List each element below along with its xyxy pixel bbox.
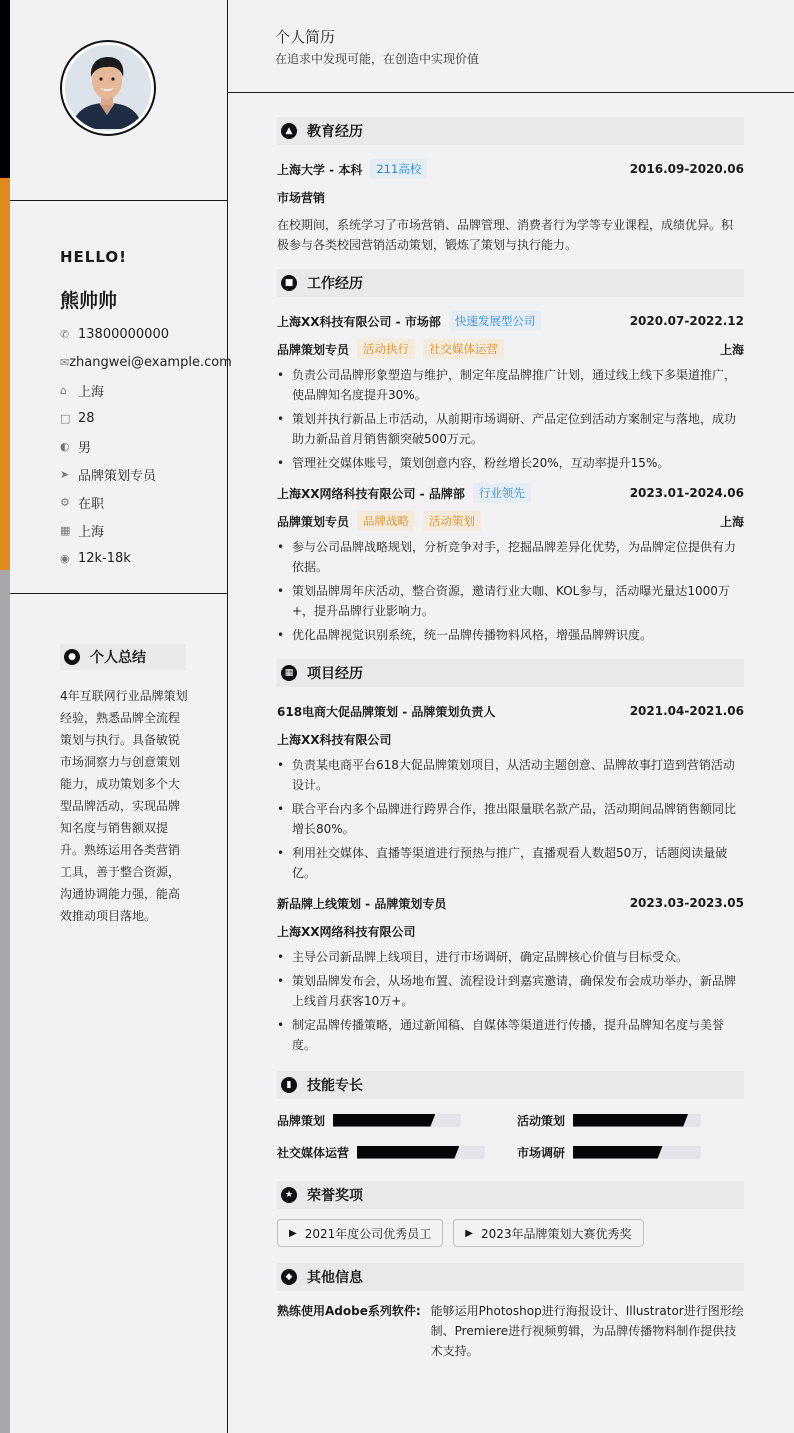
phone-icon: ✆ (60, 327, 70, 341)
work-bullets (277, 537, 744, 645)
accent-strip-middle (0, 178, 10, 570)
info-text: 上海 (78, 524, 105, 540)
user-icon: ● (64, 649, 80, 665)
divider (10, 200, 228, 201)
major-row (277, 183, 744, 211)
skill-bar (573, 1114, 701, 1127)
bullet-item: • 联合平台内多个品牌进行跨界合作，推出限量联名款产品，活动期间品牌销售额同比增长80%。 (277, 799, 744, 839)
skill-name: 活动策划 (517, 1113, 566, 1128)
bullet-item: • 制定品牌传播策略，通过新闻稿、自媒体等渠道进行传播，提升品牌知名度与美誉度。 (277, 1015, 744, 1055)
skill-bar (573, 1146, 701, 1159)
education-row (277, 155, 744, 183)
bullet-item: • 策划品牌周年庆活动，整合资源，邀请行业大咖、KOL参与，活动曝光量达1000万+，提升品牌行业影响力。 (277, 581, 744, 621)
info-text: 28 (78, 410, 95, 426)
info-text: 男 (78, 440, 92, 456)
info-status (60, 488, 225, 516)
skills-grid (277, 1109, 744, 1163)
project-name-row (277, 889, 744, 917)
skill-item (517, 1109, 744, 1131)
skill-name: 市场调研 (517, 1145, 566, 1160)
accent-strip-top (0, 0, 10, 178)
person-name: 熊帅帅 (60, 290, 118, 312)
trophy-icon: ★ (281, 1187, 297, 1203)
section-heading (277, 269, 744, 297)
main-content (277, 117, 744, 1361)
project-date: 2021.04-2021.06 (629, 704, 744, 718)
summary-title: 个人总结 (90, 650, 146, 666)
section-heading (277, 659, 744, 687)
status-icon: ⚙ (60, 495, 70, 509)
info-location (60, 376, 225, 404)
page-header (228, 0, 794, 93)
summary-text: 4年互联网行业品牌策划经验，熟悉品牌全流程策划与执行。具备敏锐市场洞察力与创意策划能力，成功策划多个大型品牌活动，实现品牌知名度与销售额双提升。熟练运用各类营销工具，善于整合资源，沟通协调能力强，能高效推动项目落地。 (60, 689, 188, 923)
major: 市场营销 (277, 190, 326, 205)
graduation-cap-icon: ▲ (281, 123, 297, 139)
section-title: 工作经历 (307, 276, 363, 292)
education-section (277, 117, 744, 255)
work-item (277, 479, 744, 645)
bullet-item: • 利用社交媒体、直播等渠道进行预热与推广，直播观看人数超50万，话题阅读量破亿。 (277, 843, 744, 883)
role-tag: 社交媒体运营 (423, 339, 504, 359)
summary-heading (60, 644, 186, 670)
bullet-item: • 负责某电商平台618大促品牌策划项目，从活动主题创意、品牌故事打造到营销活动设计。 (277, 755, 744, 795)
info-age (60, 404, 225, 432)
bullet-item: • 管理社交媒体账号，策划创意内容，粉丝增长20%，互动率提升15%。 (277, 453, 744, 473)
company-tag: 行业领先 (473, 483, 531, 503)
hello-heading: HELLO! (60, 248, 127, 266)
work-role-row (277, 507, 744, 535)
section-title: 技能专长 (307, 1078, 363, 1094)
skill-bar (357, 1146, 485, 1159)
work-item (277, 307, 744, 473)
skill-item (277, 1109, 517, 1131)
project-item (277, 889, 744, 1055)
skill-bar-fill (573, 1146, 663, 1159)
award-chip[interactable] (453, 1219, 643, 1247)
bullet-item: • 负责公司品牌形象塑造与维护，制定年度品牌推广计划，通过线上线下多渠道推广，使品牌知名度提升30%。 (277, 365, 744, 405)
work-company-row (277, 307, 744, 335)
skill-bar (333, 1114, 461, 1127)
skill-item (517, 1141, 744, 1163)
bar-chart-icon: ▮ (281, 1077, 297, 1093)
role-tag: 品牌战略 (357, 511, 415, 531)
company-tag: 快速发展型公司 (449, 311, 542, 331)
contact-info-list (60, 320, 232, 572)
info-text: 品牌策划专员 (78, 468, 157, 484)
section-title: 其他信息 (307, 1270, 363, 1286)
work-date: 2023.01-2024.06 (629, 486, 744, 500)
briefcase-icon: ■ (281, 275, 297, 291)
role-tag: 活动执行 (357, 339, 415, 359)
bullet-item: • 策划并执行新品上市活动，从前期市场调研、产品定位到活动方案制定与落地，成功助力新品首月销售额突破500万元。 (277, 409, 744, 449)
bullet-item: • 优化品牌视觉识别系统，统一品牌传播物料风格，增强品牌辨识度。 (277, 625, 744, 645)
gender-icon: ◐ (60, 439, 70, 453)
company-name: 上海XX科技有限公司 - 市场部 (277, 314, 441, 329)
section-title: 项目经历 (307, 666, 363, 682)
work-section (277, 269, 744, 645)
divider (10, 593, 228, 594)
info-text: 12k-18k (78, 550, 131, 566)
project-company-row (277, 725, 744, 753)
work-city: 上海 (719, 514, 744, 529)
skill-name: 品牌策划 (277, 1113, 326, 1128)
sidebar (10, 0, 232, 1433)
project-date: 2023.03-2023.05 (629, 896, 744, 910)
skill-bar-fill (357, 1146, 459, 1159)
education-description: 在校期间，系统学习了市场营销、品牌管理、消费者行为学等专业课程，成绩优异。积极参与各类校园营销活动策划，锻炼了策划与执行能力。 (277, 218, 734, 252)
info-salary (60, 544, 225, 572)
info-text: 13800000000 (78, 326, 169, 342)
work-role-row (277, 335, 744, 363)
job-role: 品牌策划专员 (277, 342, 350, 357)
mail-icon: ✉ (60, 355, 70, 369)
awards-section (277, 1181, 744, 1247)
accent-strip-bottom (0, 570, 10, 1433)
project-bullets (277, 755, 744, 883)
section-title: 荣誉奖项 (307, 1188, 363, 1204)
project-item (277, 697, 744, 883)
section-heading (277, 1071, 744, 1099)
section-title: 教育经历 (307, 124, 363, 140)
info-gender (60, 432, 225, 460)
school-tag: 211高校 (370, 159, 427, 179)
project-name-row (277, 697, 744, 725)
award-label: 2023年品牌策划大赛优秀奖 (480, 1226, 632, 1241)
skills-section (277, 1071, 744, 1163)
education-date: 2016.09-2020.06 (629, 162, 744, 176)
project-name: 新品牌上线策划 - 品牌策划专员 (277, 896, 447, 911)
building-icon: ▦ (60, 523, 71, 537)
projects-section (277, 659, 744, 1055)
bullet-item: • 主导公司新品牌上线项目，进行市场调研，确定品牌核心价值与目标受众。 (277, 947, 744, 967)
work-bullets (277, 365, 744, 473)
info-phone (60, 320, 225, 348)
other-section (277, 1263, 744, 1361)
home-icon: ⌂ (60, 383, 67, 397)
project-bullets (277, 947, 744, 1055)
section-heading (277, 117, 744, 145)
skill-bar-fill (333, 1114, 435, 1127)
page-title: 个人简历 (275, 28, 336, 46)
info-work-city (60, 516, 225, 544)
info-text: 上海 (78, 384, 105, 400)
section-heading (277, 1263, 744, 1291)
play-icon: ▶ (289, 1227, 297, 1239)
info-text: 在职 (78, 496, 105, 512)
work-date: 2020.07-2022.12 (629, 314, 744, 328)
grid-icon: ▦ (281, 665, 297, 681)
project-company-row (277, 917, 744, 945)
info-position (60, 460, 225, 488)
award-chip[interactable] (277, 1219, 443, 1247)
job-role: 品牌策划专员 (277, 514, 350, 529)
project-name: 618电商大促品牌策划 - 品牌策划负责人 (277, 704, 496, 719)
skill-bar-fill (573, 1114, 688, 1127)
bullet-item: • 参与公司品牌战略规划，分析竞争对手，挖掘品牌差异化优势，为品牌定位提供有力依据。 (277, 537, 744, 577)
company-name: 上海XX网络科技有限公司 - 品牌部 (277, 486, 465, 501)
info-text: zhangwei@example.com (69, 354, 232, 370)
school-name: 上海大学 - 本科 (277, 162, 363, 177)
bullet-item: • 策划品牌发布会，从场地布置、流程设计到嘉宾邀请，确保发布会成功举办，新品牌上线首月获客10万+。 (277, 971, 744, 1011)
other-info-value: 能够运用Photoshop进行海报设计、Illustrator进行图形绘制、Premiere进行视频剪辑，为品牌传播物料制作提供技术支持。 (430, 1304, 744, 1358)
page-subtitle: 在追求中发现可能，在创造中实现价值 (275, 52, 480, 66)
role-tag: 活动策划 (423, 511, 481, 531)
awards-list (277, 1219, 744, 1247)
avatar (60, 40, 156, 136)
info-email (60, 348, 232, 376)
section-heading (277, 1181, 744, 1209)
project-company: 上海XX科技有限公司 (277, 732, 392, 747)
salary-icon: ◉ (60, 551, 70, 565)
avatar-photo (65, 45, 151, 131)
work-company-row (277, 479, 744, 507)
play-icon: ▶ (465, 1227, 473, 1239)
other-info-key: 熟练使用Adobe系列软件: (277, 1304, 421, 1318)
award-label: 2021年度公司优秀员工 (304, 1226, 432, 1241)
cake-icon: □ (60, 411, 71, 425)
info-icon: ◆ (281, 1269, 297, 1285)
skill-item (277, 1141, 517, 1163)
work-city: 上海 (719, 342, 744, 357)
skill-name: 社交媒体运营 (277, 1145, 350, 1160)
project-company: 上海XX网络科技有限公司 (277, 924, 416, 939)
other-info-row (277, 1301, 744, 1361)
send-icon: ➤ (60, 467, 70, 481)
